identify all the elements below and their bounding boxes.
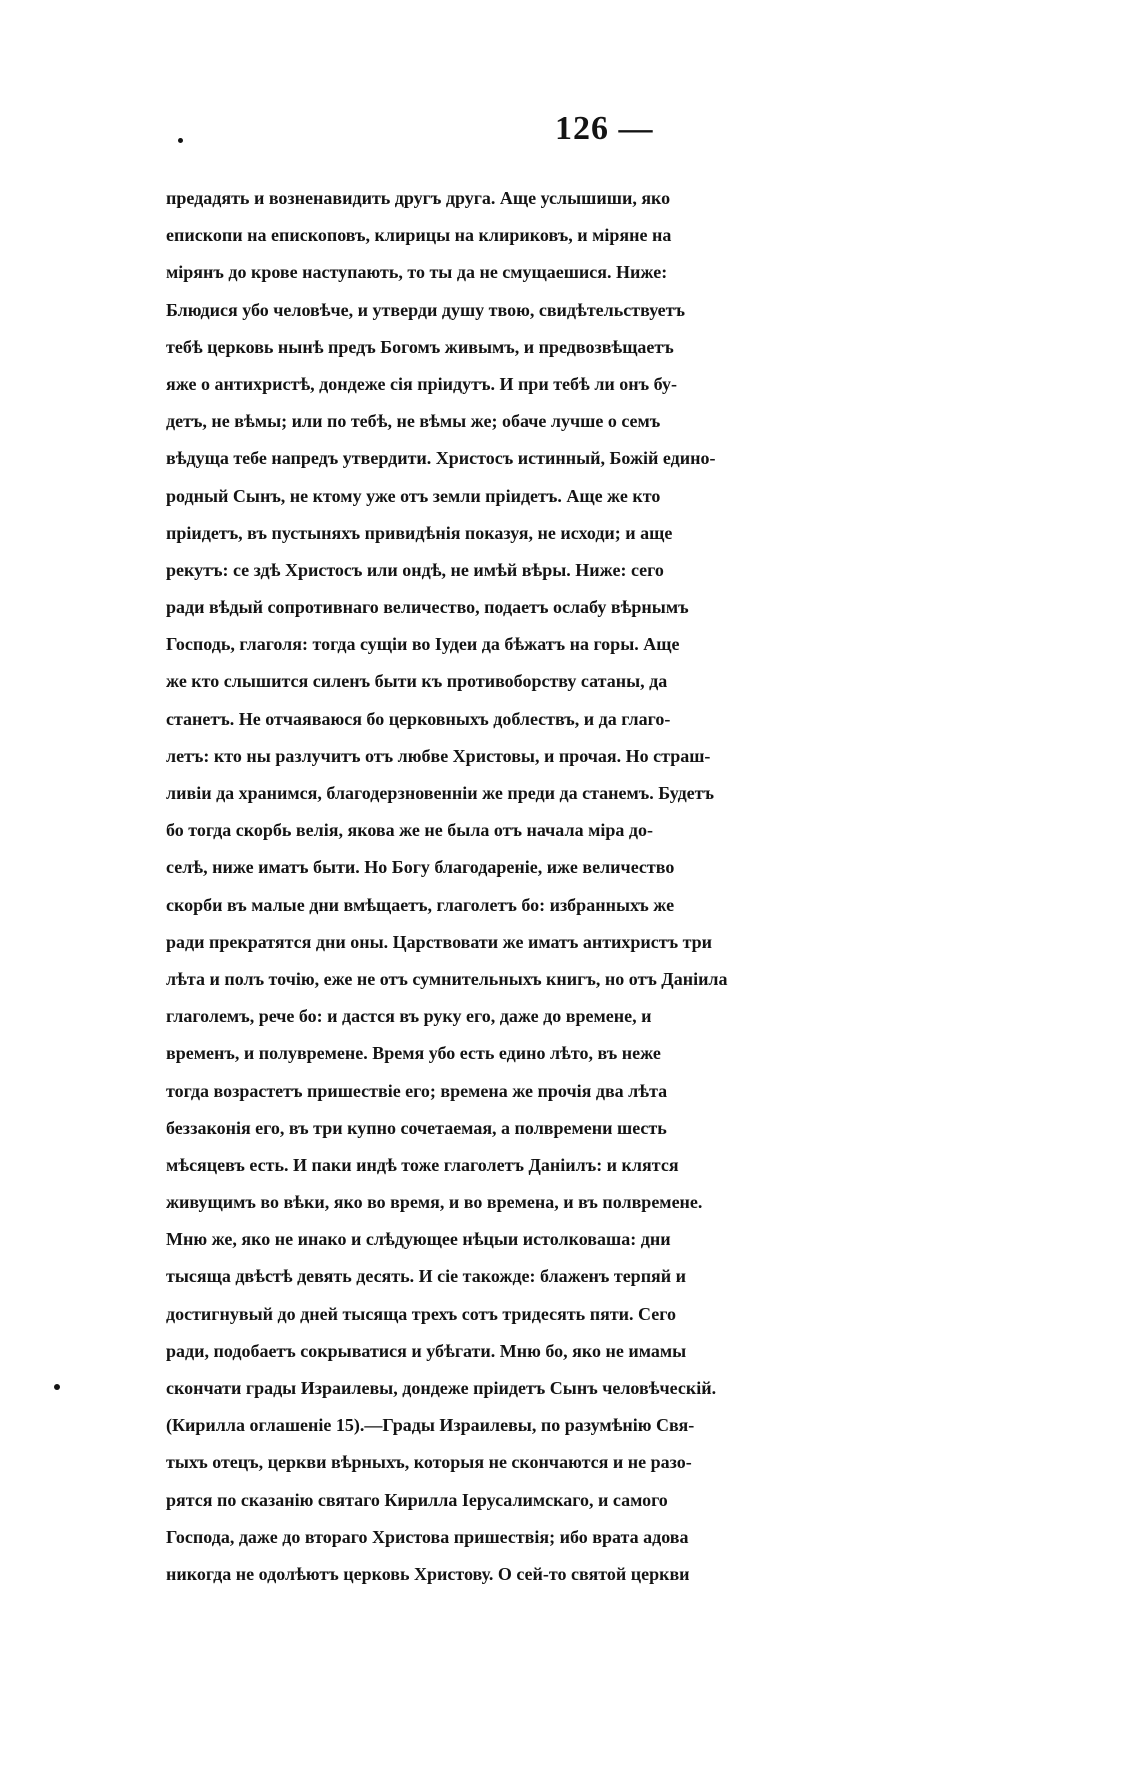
text-line: епископи на епископовъ, клирицы на клириковъ, и міряне на [166, 225, 672, 246]
text-line: Господь, глаголя: тогда сущіи во Іудеи да бѣжатъ на горы. Аще [166, 634, 680, 655]
text-line: родный Сынъ, не ктому уже отъ земли пріидетъ. Аще же кто [166, 485, 661, 506]
text-line: станетъ. Не отчаяваюся бо церковныхъ доблествъ, и да глаго- [166, 708, 671, 729]
text-line: мѣсяцевъ есть. И паки индѣ тоже глаголетъ Даніилъ: и клятся [166, 1154, 679, 1175]
text-line: рекутъ: се здѣ Христосъ или ондѣ, не имѣй вѣры. Ниже: сего [166, 559, 664, 580]
margin-dot-mark [54, 1384, 60, 1390]
text-line: вѣдуща тебе напредъ утвердити. Христосъ истинный, Божій едино- [166, 448, 716, 469]
text-line: беззаконія его, въ три купно сочетаемая, а полвремени шесть [166, 1117, 667, 1138]
text-line: скончати грады Израилевы, дондеже пріидетъ Сынъ человѣческій. [166, 1378, 717, 1398]
text-line: временъ, и полувремене. Время убо есть едино лѣто, въ неже [166, 1043, 661, 1064]
header-dot-mark [178, 138, 183, 143]
text-line: лѣта и полъ точію, еже не отъ сумнительныхъ книгъ, но отъ Даніила [166, 968, 728, 989]
text-line: тебѣ церковь нынѣ предъ Богомъ живымъ, и предвозвѣщаетъ [166, 336, 674, 357]
text-line: ради вѣдый сопротивнаго величество, подаетъ ослабу вѣрнымъ [166, 597, 689, 618]
text-line: ради прекратятся дни оны. Царствовати же иматъ антихристъ три [166, 931, 713, 952]
text-line: ливіи да хранимся, благодерзновенніи же преди да станемъ. Будетъ [166, 783, 715, 803]
text-line: Мню же, яко не инако и слѣдующее нѣцыи истолковаша: дни [166, 1229, 671, 1250]
text-line: Господа, даже до втораго Христова пришествія; ибо врата адова [166, 1526, 689, 1547]
text-line: же кто слышится силенъ быти къ противоборству сатаны, да [166, 671, 668, 692]
body-text [166, 180, 1002, 1593]
page-number: 126 — [555, 110, 654, 147]
text-line: Блюдися убо человѣче, и утверди душу твою, свидѣтельствуетъ [166, 299, 685, 320]
text-line: скорби въ малые дни вмѣщаетъ, глаголетъ бо: избранныхъ же [166, 894, 675, 915]
text-line: яже о антихристѣ, дондеже сія пріидутъ. И при тебѣ ли онъ бу- [166, 373, 677, 394]
text-line: тыхъ отецъ, церкви вѣрныхъ, которыя не скончаются и не разо- [166, 1452, 692, 1473]
text-line: мірянъ до крове наступають, то ты да не смущаешися. Ниже: [166, 262, 668, 283]
text-line: ради, подобаетъ сокрыватися и убѣгати. Мню бо, яко не имамы [166, 1340, 687, 1361]
text-line: тысяща двѣстѣ девять десять. И сіе такожде: блаженъ терпяй и [166, 1266, 687, 1287]
text-line: летъ: кто ны разлучитъ отъ любве Христовы, и прочая. Но страш- [166, 745, 711, 766]
text-line: предадять и возненавидить другъ друга. Аще услышиши, яко [166, 188, 671, 208]
text-line: пріидетъ, въ пустыняхъ привидѣнія показуя, не исходи; и аще [166, 522, 673, 543]
text-line: рятся по сказанію святаго Кирилла Іерусалимскаго, и самого [166, 1489, 668, 1510]
text-line: никогда не одолѣютъ церковь Христову. О сей-то святой церкви [166, 1563, 690, 1584]
page-header [0, 104, 1140, 154]
text-line: бо тогда скорбь велія, якова же не была отъ начала міра до- [166, 820, 653, 841]
text-line: достигнувый до дней тысяща трехъ сотъ тридесять пяти. Сего [166, 1303, 676, 1324]
text-line: селѣ, ниже иматъ быти. Но Богу благодареніе, иже величество [166, 857, 675, 878]
text-line: живущимъ во вѣки, яко во время, и во времена, и въ полвремене. [166, 1192, 703, 1213]
text-line: (Кирилла оглашеніе 15).—Грады Израилевы, по разумѣнію Свя- [166, 1415, 695, 1436]
text-line: глаголемъ, рече бо: и дастся въ руку его, даже до времене, и [166, 1006, 652, 1027]
text-line: детъ, не вѣмы; или по тебѣ, не вѣмы же; обаче лучше о семъ [166, 411, 661, 432]
text-line: тогда возрастетъ пришествіе его; времена же прочія два лѣта [166, 1080, 668, 1101]
